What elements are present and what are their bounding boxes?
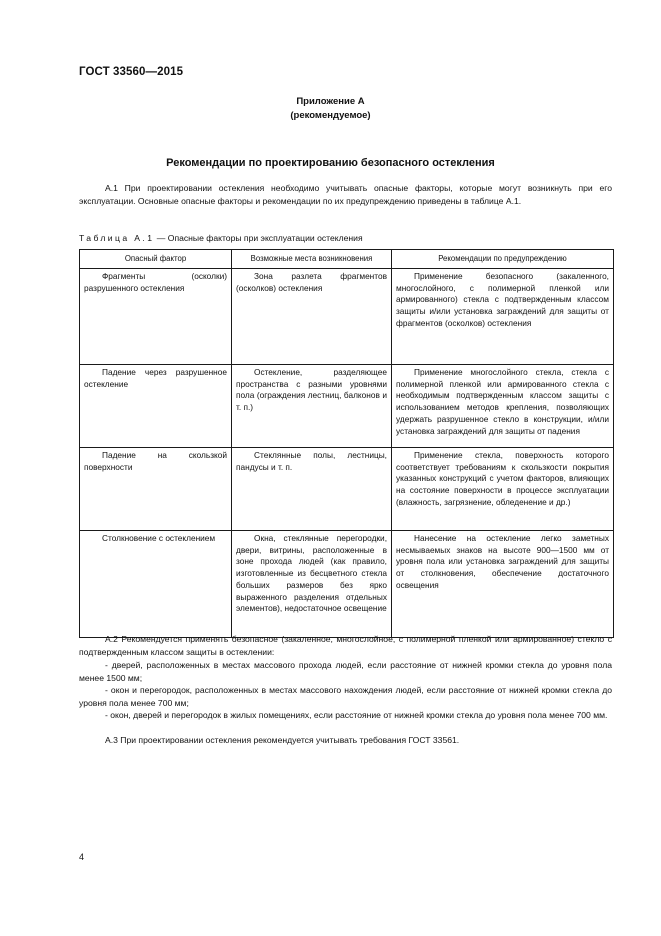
- cell-places: Стеклянные полы, лестницы, пандусы и т. п.: [232, 448, 392, 531]
- cell-factor: Падение на скользкой поверхности: [80, 448, 232, 531]
- paragraph-a3-text: А.3 При проектировании остекления рекомендуется учитывать требования ГОСТ 33561.: [105, 735, 460, 745]
- cell-places: Зона разлета фрагментов (осколков) остекления: [232, 269, 392, 365]
- paragraph-a2: [79, 633, 612, 658]
- bullet-item: [79, 659, 612, 684]
- table-caption-text: — Опасные факторы при эксплуатации остекления: [154, 233, 363, 243]
- paragraph-a1-text: А.1 При проектировании остекления необходимо учитывать опасные факторы, которые могут возникнуть при его эксплуатации. Основные опасные факторы и рекомендации по их предупреждению приведены в таблице А.1.: [79, 183, 612, 206]
- standard-designation: ГОСТ 33560—2015: [79, 66, 184, 78]
- cell-places: Остекление, разделяющее пространства с разными уровнями пола (ограждения лестниц, балконов и т. п.): [232, 365, 392, 448]
- bullet-item-text: - окон, дверей и перегородок в жилых помещениях, если расстояние от нижней кромки стекла до уровня пола менее 700 мм.: [105, 710, 608, 720]
- cell-recommendation: Применение многослойного стекла, стекла с полимерной пленкой или армированного стекла с необходимым подтвержденным классом защиты с использованием методов крепления, позволяющих удержать разрушенное стекло в конструкции, и/или установка заграждений для защиты от падения: [392, 365, 614, 448]
- appendix-title: Приложение А: [296, 96, 365, 107]
- paragraph-a2-text: А.2 Рекомендуется применять безопасное (закаленное, многослойное, с полимерной пленкой или армированное) стекло с подтвержденным классом защиты в остеклении:: [79, 634, 612, 657]
- table-row: [80, 531, 614, 638]
- cell-factor: Фрагменты (осколки) разрушенного остекления: [80, 269, 232, 365]
- cell-recommendation: Применение стекла, поверхность которого соответствует требованиям к скользкости покрытия указанных конструкций с учетом факторов, влияющих на состояние поверхности в процессе эксплуатации (влажность, загрязнение, обледенение и др.): [392, 448, 614, 531]
- table-header-row: [80, 250, 614, 269]
- column-header-places: Возможные места возникновения: [232, 250, 392, 269]
- bullet-item: [79, 684, 612, 709]
- table-row: [80, 365, 614, 448]
- column-header-factor: Опасный фактор: [80, 250, 232, 269]
- cell-recommendation: Применение безопасного (закаленного, многослойного, с полимерной пленкой или армированного) стекла с подтвержденным классом защиты и/или установка заграждений для защиты от фрагментов (осколков) остекления: [392, 269, 614, 365]
- table-caption: [79, 233, 363, 243]
- bullet-item: [79, 709, 612, 722]
- bullet-item-text: - окон и перегородок, расположенных в местах массового нахождения людей, если расстояние от нижней кромки стекла до уровня пола менее 700 мм;: [79, 685, 612, 708]
- hazards-table: [79, 249, 614, 638]
- appendix-heading: [0, 95, 661, 123]
- cell-places: Окна, стеклянные перегородки, двери, витрины, расположенные в зоне прохода людей (как правило, изготовленные из бесцветного стекла больших размеров без ярко выраженного разделения отдельных элементов), недостаточное освещение: [232, 531, 392, 638]
- paragraph-a3: [79, 734, 612, 747]
- table-caption-label: Таблица А.1: [79, 233, 155, 243]
- column-header-recommendations: Рекомендации по предупреждению: [392, 250, 614, 269]
- appendix-status: (рекомендуемое): [290, 110, 371, 121]
- section-title: Рекомендации по проектированию безопасного остекления: [166, 157, 495, 169]
- cell-factor: Падение через разрушенное остекление: [80, 365, 232, 448]
- bullet-item-text: - дверей, расположенных в местах массового прохода людей, если расстояние от нижней кромки стекла до уровня пола менее 1500 мм;: [79, 660, 612, 683]
- table-row: [80, 269, 614, 365]
- table-row: [80, 448, 614, 531]
- paragraph-a1: [79, 182, 612, 207]
- cell-recommendation: Нанесение на остекление легко заметных несмываемых знаков на высоте 900—1500 мм от уровня пола или установка заграждений для защиты от столкновения, обеспечение достаточного освещения: [392, 531, 614, 638]
- cell-factor: Столкновение с остеклением: [80, 531, 232, 638]
- page-number: 4: [79, 852, 85, 862]
